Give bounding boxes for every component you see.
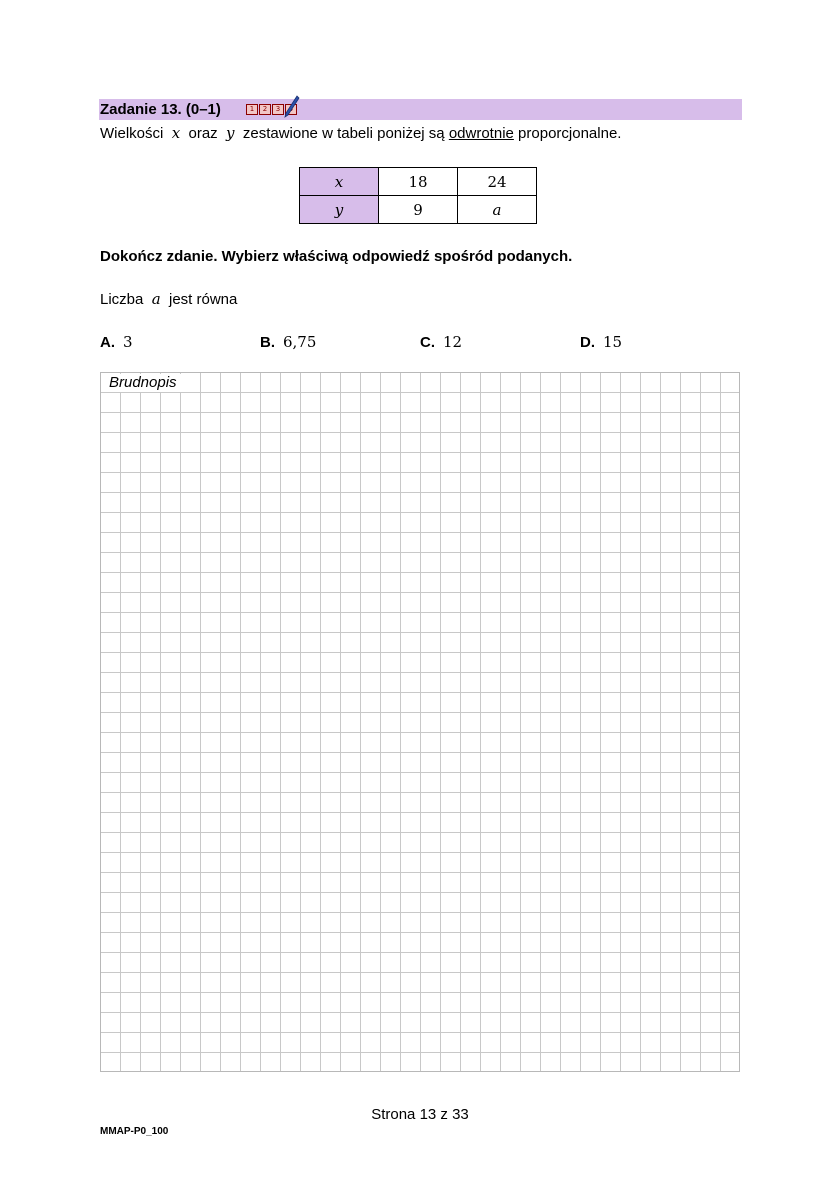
answer-option-d[interactable] <box>580 332 622 353</box>
answer-value: 12 <box>443 333 463 351</box>
question-text: Liczba <box>100 291 144 308</box>
answer-value: 15 <box>603 333 623 351</box>
answer-option-b[interactable] <box>260 332 316 353</box>
instruction: Dokończ zdanie. Wybierz właściwą odpowiedź spośród podanych. <box>100 248 573 265</box>
mark-box: 1 <box>246 104 258 115</box>
scratch-grid[interactable] <box>100 372 740 1072</box>
answer-letter: C. <box>420 334 435 351</box>
question-text: jest równa <box>169 291 238 308</box>
page-number: Strona 13 z 33 <box>371 1106 469 1123</box>
mark-box: 3 <box>272 104 284 115</box>
exam-code: MMAP-P0_100 <box>100 1126 169 1137</box>
answer-value: 3 <box>123 333 133 351</box>
table-cell: 24 <box>458 168 537 196</box>
answer-option-a[interactable] <box>100 332 133 353</box>
answer-option-c[interactable] <box>420 332 462 353</box>
table-cell: 18 <box>379 168 458 196</box>
table-row <box>300 168 537 196</box>
var-y: y <box>226 124 235 142</box>
intro-text: oraz <box>188 125 218 142</box>
answer-letter: D. <box>580 334 595 351</box>
answer-letter: A. <box>100 334 115 351</box>
intro-text: zestawione w tabeli poniżej są <box>242 125 445 142</box>
values-table <box>299 167 537 224</box>
table-row <box>300 196 537 224</box>
table-cell: 9 <box>379 196 458 224</box>
answer-value: 6,75 <box>283 333 317 351</box>
scratch-label: Brudnopis <box>108 374 181 392</box>
var-a: a <box>151 290 161 308</box>
table-head-cell: y <box>300 196 379 224</box>
table-head-cell: x <box>300 168 379 196</box>
table-cell: a <box>458 196 537 224</box>
pen-icon <box>284 95 300 119</box>
var-x: x <box>171 124 181 142</box>
intro-text: proporcjonalne. <box>518 125 622 142</box>
task-title: Zadanie 13. (0–1) <box>100 101 221 118</box>
mark-box: 2 <box>259 104 271 115</box>
intro-underlined: odwrotnie <box>448 125 514 142</box>
answer-options <box>100 332 740 352</box>
task-intro <box>100 123 621 144</box>
answer-letter: B. <box>260 334 275 351</box>
question <box>100 289 237 310</box>
intro-text: Wielkości <box>100 125 164 142</box>
